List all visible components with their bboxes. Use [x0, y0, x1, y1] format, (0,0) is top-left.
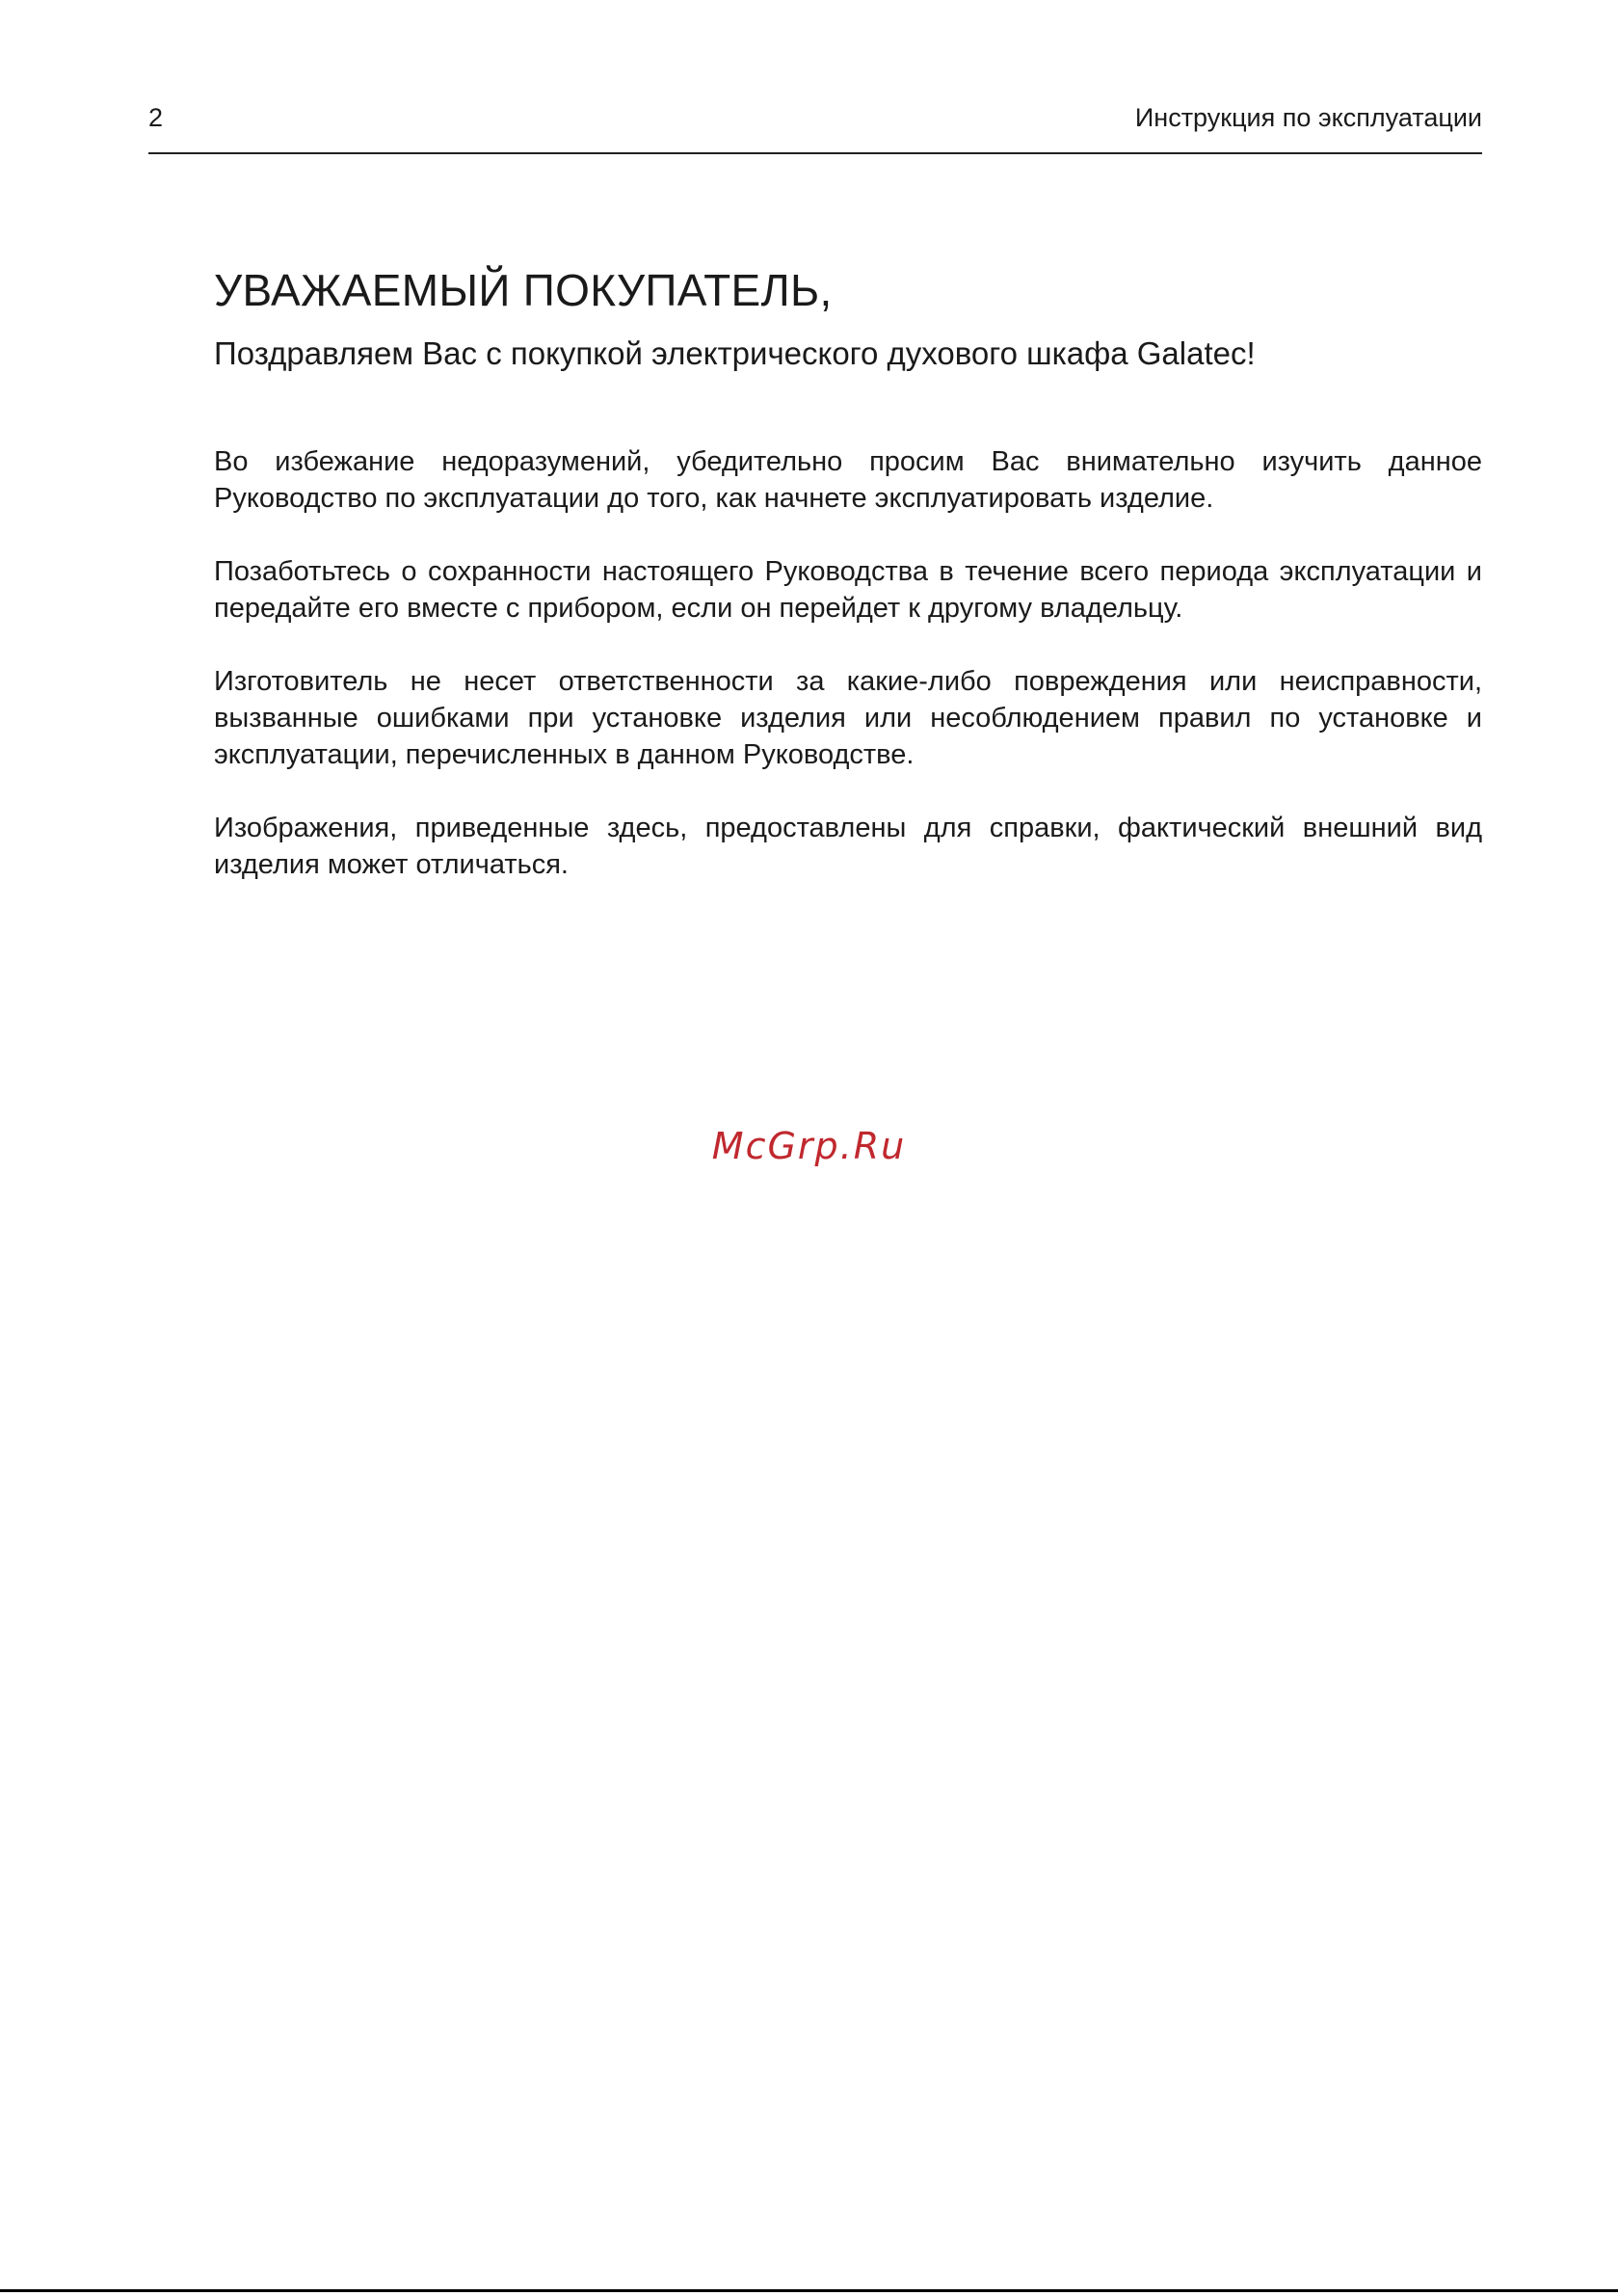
body-text — [214, 443, 1482, 883]
paragraph-keep-manual: Позаботьтесь о сохранности настоящего Руководства в течение всего периода эксплуатации и передайте его вместе с прибором, если он перейдет к другому владельцу. — [214, 556, 1482, 624]
paragraph-read-manual: Во избежание недоразумений, убедительно просим Вас внимательно изучить данное Руководство по эксплуатации до того, как начнете эксплуатировать изделие. — [214, 446, 1482, 514]
paragraph-images-disclaimer: Изображения, приведенные здесь, предоставлены для справки, фактический внешний вид изделия может отличаться. — [214, 813, 1482, 880]
page-content — [214, 260, 1482, 920]
watermark: McGrp.Ru — [711, 1125, 907, 1167]
page-header — [148, 96, 1482, 154]
bottom-border — [0, 2289, 1618, 2292]
main-heading: УВАЖАЕМЫЙ ПОКУПАТЕЛЬ, — [214, 265, 833, 315]
paragraph-liability: Изготовитель не несет ответственности за какие-либо повреждения или неисправности, вызванные ошибками при установке изделия или несоблюдением правил по установке и эксплуатации, перечисленных в данном Руководстве. — [214, 666, 1482, 770]
page-number: 2 — [148, 103, 164, 132]
sub-heading: Поздравляем Вас с покупкой электрического духового шкафа Galatec! — [214, 335, 1256, 371]
header-title: Инструкция по эксплуатации — [1134, 103, 1482, 132]
